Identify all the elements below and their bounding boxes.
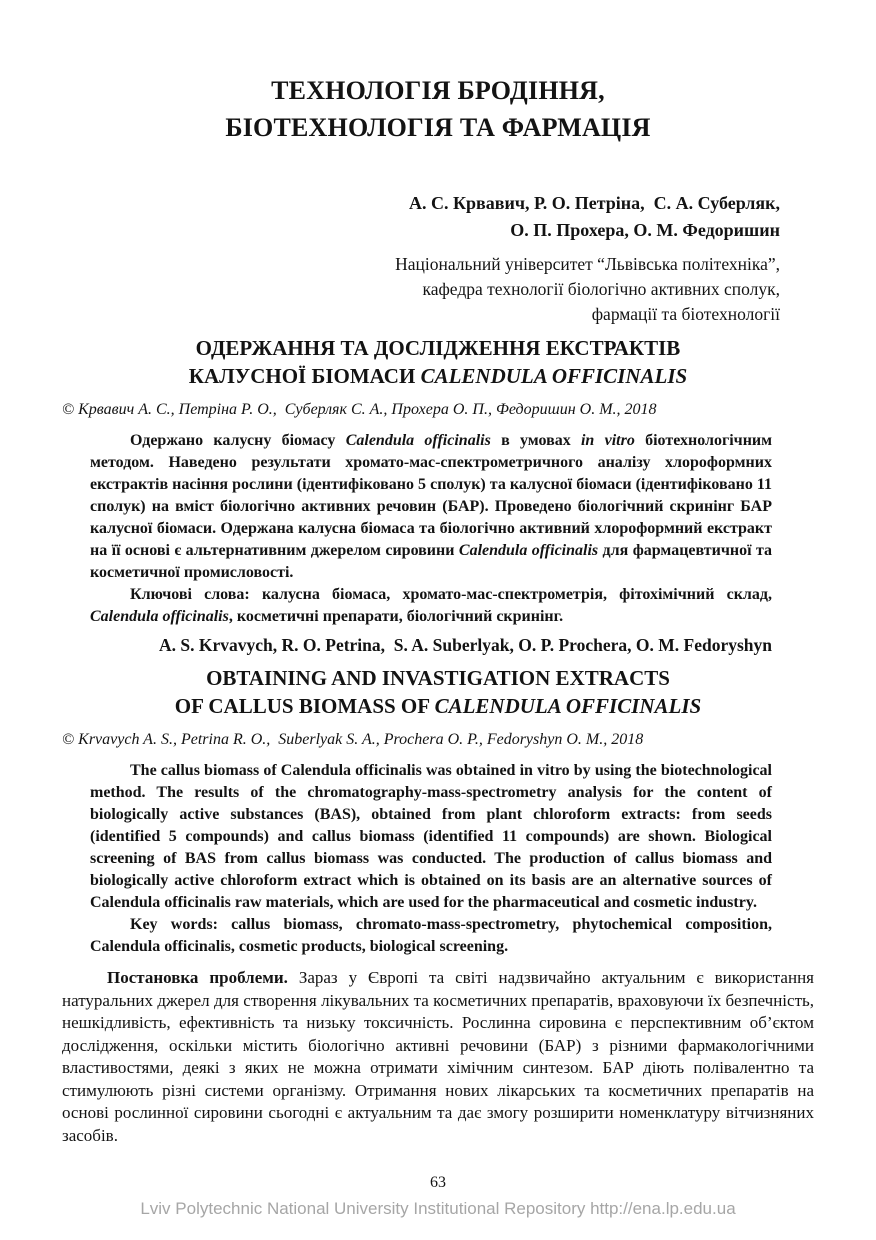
article-title-en-line2: OF CALLUS BIOMASS OF CALENDULA OFFICINALIS: [174, 694, 702, 718]
copyright-english: © Krvavych A. S., Petrina R. O., Suberlyak S. A., Prochera O. P., Fedoryshyn O. M., 2018: [62, 731, 644, 748]
abstract-ukrainian: [62, 430, 814, 628]
copyright-ukrainian: © Крвавич А. С., Петріна Р. О., Суберляк С. А., Прохера О. П., Федоришин О. М., 2018: [62, 401, 657, 418]
affiliation-line3: фармації та біотехнології: [591, 304, 780, 324]
section-title-line1: ТЕХНОЛОГІЯ БРОДІННЯ,: [271, 76, 605, 105]
authors-english: A. S. Krvavych, R. O. Petrina, S. A. Suberlyak, O. P. Prochera, O. M. Fedoryshyn: [159, 635, 772, 655]
section-title-line2: БІОТЕХНОЛОГІЯ ТА ФАРМАЦІЯ: [225, 113, 651, 142]
affiliation-line1: Національний університет “Львівська політехніка”,: [395, 254, 780, 274]
abstract-english: [62, 760, 814, 958]
authors-ua-line2: О. П. Прохера, О. М. Федоришин: [510, 220, 780, 240]
article-title-en-line1: OBTAINING AND INVASTIGATION EXTRACTS: [206, 666, 670, 690]
page-number: 63: [430, 1174, 446, 1191]
article-title-english: [62, 664, 814, 720]
affiliation-line2: кафедра технології біологічно активних сполук,: [422, 279, 780, 299]
problem-statement-paragraph: Постановка проблеми. Зараз у Європі та світі надзвичайно актуальним є використання натуральних джерел для створення лікувальних та косметичних препаратів, враховуючи їх безпечність, нешкідливість, ефективність та низьку токсичність. Рослинна сировина є перспективним об’єктом дослідження, оскільки містить біологічно активні речовини (БАР) з різними фармакологічними властивостями, деякі з яких не можна отримати хімічним синтезом. БАР діють полівалентно та стимулюють різні системи організму. Отримання нових лікарських та косметичних препаратів на основі рослинної сировини сьогодні є актуальним та дає змогу розширити номенклатуру вітчизняних засобів.: [62, 968, 814, 1145]
abstract-en-text: The callus biomass of Calendula officinalis was obtained in vitro by using the biotechnological method. The results of the chromatography-mass-spectrometry analysis for the content of biologically active substances (BAS), obtained from plant chloroform extracts: from seeds (identified 5 compounds) and callus biomass (identified 11 compounds) are shown. Biological screening of BAS from callus biomass was conducted. The production of callus biomass and biologically active chloroform extract which is obtained on its basis are an alternative sources of Calendula officinalis raw materials, which are used for the pharmaceutical and cosmetic industry.: [90, 762, 772, 911]
abstract-ua-text: Одержано калусну біомасу Calendula officinalis в умовах in vitro біотехнологічним методом. Наведено результати хромато-мас-спектрометричного аналізу хлороформних екстрактів насіння рослини (ідентифіковано 5 сполук) та калусної біомаси (ідентифіковано 11 сполук) на вміст біологічно активних речовин (БАР). Проведено біологічний скринінг БАР калусної біомаси. Одержана калусна біомаса та біологічно активний хлороформний екстракт на її основі є альтернативним джерелом сировини Calendula officinalis для фармацевтичної та косметичної промисловості.: [90, 432, 773, 581]
article-title-ua-line2: КАЛУСНОЇ БІОМАСИ CALENDULA OFFICINALIS: [188, 364, 688, 388]
section-title: [62, 72, 814, 146]
affiliation: [62, 252, 814, 327]
keywords-ukrainian: Ключові слова: калусна біомаса, хромато-мас-спектрометрія, фітохімічний склад, Calendula officinalis, косметичні препарати, біологічний скринінг.: [90, 586, 772, 625]
article-title-ua-line1: ОДЕРЖАННЯ ТА ДОСЛІДЖЕННЯ ЕКСТРАКТІВ: [195, 336, 681, 360]
repository-footer: Lviv Polytechnic National University Institutional Repository http://ena.lp.edu.ua: [140, 1199, 736, 1218]
article-title-ukrainian: [62, 334, 814, 390]
keywords-english: Key words: callus biomass, chromato-mass-spectrometry, phytochemical composition, Calendula officinalis, cosmetic products, biological screening.: [90, 916, 772, 955]
authors-ua-line1: А. С. Крвавич, Р. О. Петріна, С. А. Суберляк,: [408, 193, 780, 213]
authors-ukrainian: [62, 190, 814, 244]
